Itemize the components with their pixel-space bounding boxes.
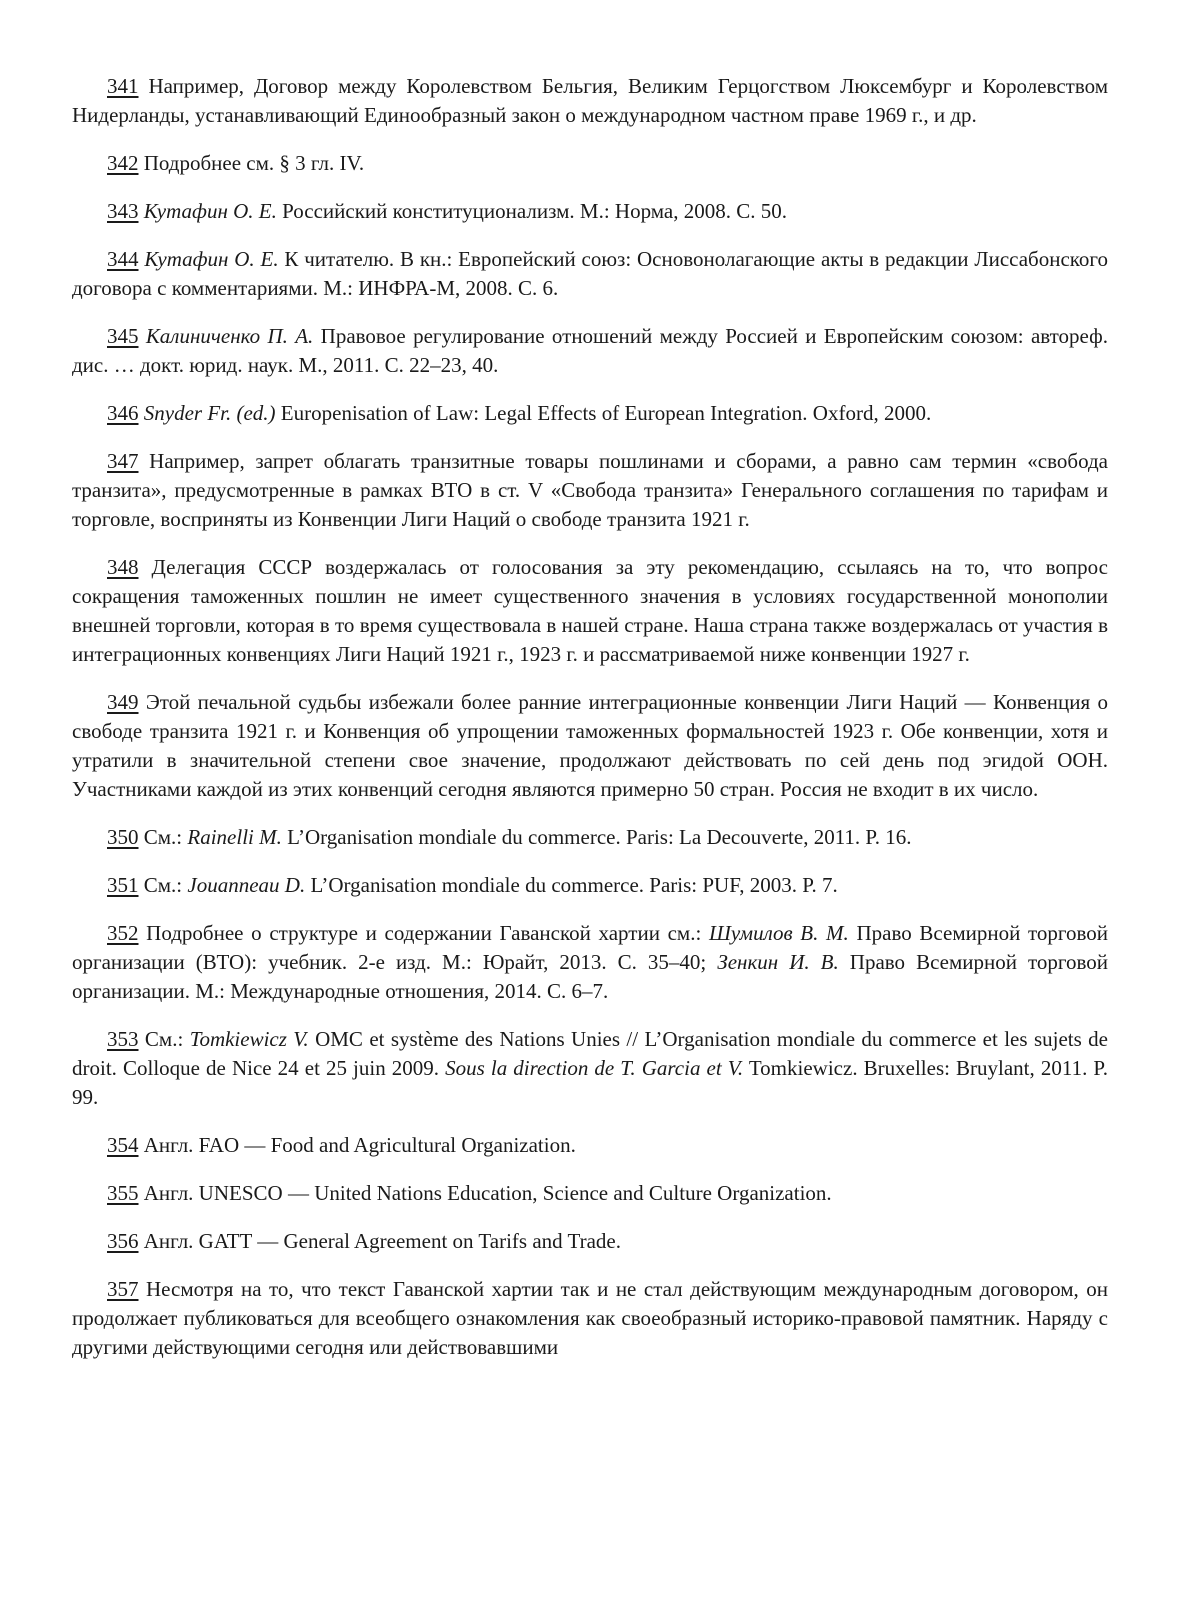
- footnote-343: [72, 197, 1108, 226]
- footnote-number-link[interactable]: 346: [107, 401, 139, 425]
- footnote-text: Право Всемирной торговой организации. М.: Международные отношения, 2014. С. 6–7.: [72, 950, 1109, 1003]
- footnote-number-link[interactable]: 342: [107, 151, 139, 175]
- footnote-353: [72, 1025, 1108, 1112]
- footnote-text: [139, 324, 146, 348]
- footnote-345: [72, 322, 1108, 380]
- footnote-text: OMC et système des Nations Unies // L’Organisation mondiale du commerce et les sujets de droit. Colloque de Nice 24 et 25 juin 2009.: [72, 1027, 1108, 1080]
- footnote-author: Кутафин О. Е.: [143, 199, 277, 223]
- footnote-author: Tomkiewicz V.: [189, 1027, 309, 1051]
- footnote-349: [72, 688, 1108, 804]
- footnote-author: Sous la direction de T. Garcia et V.: [445, 1056, 744, 1080]
- footnote-author: Snyder Fr. (ed.): [143, 401, 276, 425]
- footnote-text: Несмотря на то, что текст Гаванской хартии так и не стал действующим международным договором, он продолжает публиковаться для всеобщего ознакомления как своеобразный историко-правовой памятник. Наряду с другими действующими сегодня или действовавшими: [72, 1277, 1108, 1359]
- footnote-author: Rainelli M.: [187, 825, 282, 849]
- footnote-number-link[interactable]: 355: [107, 1181, 139, 1205]
- footnote-number-link[interactable]: 357: [107, 1277, 139, 1301]
- footnote-number-link[interactable]: 354: [107, 1133, 139, 1157]
- footnote-342: [72, 149, 1108, 178]
- footnote-number-link[interactable]: 353: [107, 1027, 139, 1051]
- footnote-341: [72, 72, 1108, 130]
- footnote-text: L’Organisation mondiale du commerce. Paris: PUF, 2003. P. 7.: [305, 873, 838, 897]
- footnotes-list: [72, 72, 1108, 1381]
- footnote-357: [72, 1275, 1108, 1362]
- footnote-text: Российский конституционализм. М.: Норма, 2008. С. 50.: [276, 199, 787, 223]
- footnote-text: Например, запрет облагать транзитные товары пошлинами и сборами, а равно сам термин «свобода транзита», предусмотренные в рамках ВТО в ст. V «Свобода транзита» Генерального соглашения по тарифам и торговле, восприняты из Конвенции Лиги Наций о свободе транзита 1921 г.: [72, 449, 1108, 531]
- footnote-text: Англ. UNESCO — United Nations Education, Science and Culture Organization.: [138, 1181, 832, 1205]
- footnote-350: [72, 823, 1108, 852]
- footnote-344: [72, 245, 1108, 303]
- footnote-number-link[interactable]: 348: [107, 555, 139, 579]
- footnote-text: L’Organisation mondiale du commerce. Paris: La Decouverte, 2011. P. 16.: [281, 825, 912, 849]
- footnote-352: [72, 919, 1108, 1006]
- footnote-number-link[interactable]: 344: [107, 247, 139, 271]
- footnote-author: Кутафин О. Е.: [144, 247, 279, 271]
- footnote-number-link[interactable]: 356: [107, 1229, 139, 1253]
- footnote-author: Калиниченко П. А.: [145, 324, 314, 348]
- footnote-number-link[interactable]: 351: [107, 873, 139, 897]
- footnote-text: См.:: [138, 873, 188, 897]
- footnote-346: [72, 399, 1108, 428]
- footnote-348: [72, 553, 1108, 669]
- footnote-number-link[interactable]: 343: [107, 199, 139, 223]
- footnote-text: См.:: [138, 1027, 190, 1051]
- footnote-author: Шумилов В. М.: [708, 921, 849, 945]
- footnote-355: [72, 1179, 1108, 1208]
- footnote-number-link[interactable]: 349: [107, 690, 139, 714]
- footnote-number-link[interactable]: 347: [107, 449, 139, 473]
- footnote-number-link[interactable]: 341: [107, 74, 139, 98]
- footnote-text: Tomkiewicz. Bruxelles: Bruylant, 2011. P. 99.: [72, 1056, 1108, 1109]
- footnote-author: Зенкин И. В.: [717, 950, 839, 974]
- footnote-347: [72, 447, 1108, 534]
- footnote-text: Например, Договор между Королевством Бельгия, Великим Герцогством Люксембург и Королевством Нидерланды, устанавливающий Единообразный закон о международном частном праве 1969 г., и др.: [72, 74, 1108, 127]
- footnote-number-link[interactable]: 345: [107, 324, 139, 348]
- footnote-text: Подробнее о структуре и содержании Гаванской хартии см.:: [138, 921, 709, 945]
- footnote-text: Этой печальной судьбы избежали более ранние интеграционные конвенции Лиги Наций — Конвенция о свободе транзита 1921 г. и Конвенция об упрощении таможенных формальностей 1923 г. Обе конвенции, хотя и утратили в значительной степени свое значение, продолжают действовать по сей день под эгидой ООН. Участниками каждой из этих конвенций сегодня являются примерно 50 стран. Россия не входит в их число.: [72, 690, 1108, 801]
- footnote-356: [72, 1227, 1108, 1256]
- footnote-author: Jouanneau D.: [187, 873, 306, 897]
- footnote-text: К читателю. В кн.: Европейский союз: Основонолагающие акты в редакции Лиссабонского договора с комментариями. М.: ИНФРА-М, 2008. С. 6.: [72, 247, 1109, 300]
- footnote-354: [72, 1131, 1108, 1160]
- footnote-351: [72, 871, 1108, 900]
- footnote-text: Англ. GATT — General Agreement on Tarifs and Trade.: [138, 1229, 622, 1253]
- footnote-text: Правовое регулирование отношений между Россией и Европейским союзом: автореф. дис. … докт. юрид. наук. М., 2011. С. 22–23, 40.: [72, 324, 1108, 377]
- footnote-number-link[interactable]: 350: [107, 825, 139, 849]
- footnote-text: Подробнее см. § 3 гл. IV.: [138, 151, 365, 175]
- footnote-text: Europenisation of Law: Legal Effects of European Integration. Oxford, 2000.: [275, 401, 932, 425]
- footnote-text: См.:: [138, 825, 188, 849]
- footnote-text: Англ. FAO — Food and Agricultural Organization.: [138, 1133, 576, 1157]
- footnote-text: Право Всемирной торговой организации (ВТО): учебник. 2-е изд. М.: Юрайт, 2013. С. 35–40;: [72, 921, 1108, 974]
- footnote-number-link[interactable]: 352: [107, 921, 139, 945]
- footnote-text: Делегация СССР воздержалась от голосования за эту рекомендацию, ссылаясь на то, что вопрос сокращения таможенных пошлин не имеет существенного значения в условиях государственной монополии внешней торговли, которая в то время существовала в нашей стране. Наша страна также воздержалась от участия в интеграционных конвенциях Лиги Наций 1921 г., 1923 г. и рассматриваемой ниже конвенции 1927 г.: [72, 555, 1108, 666]
